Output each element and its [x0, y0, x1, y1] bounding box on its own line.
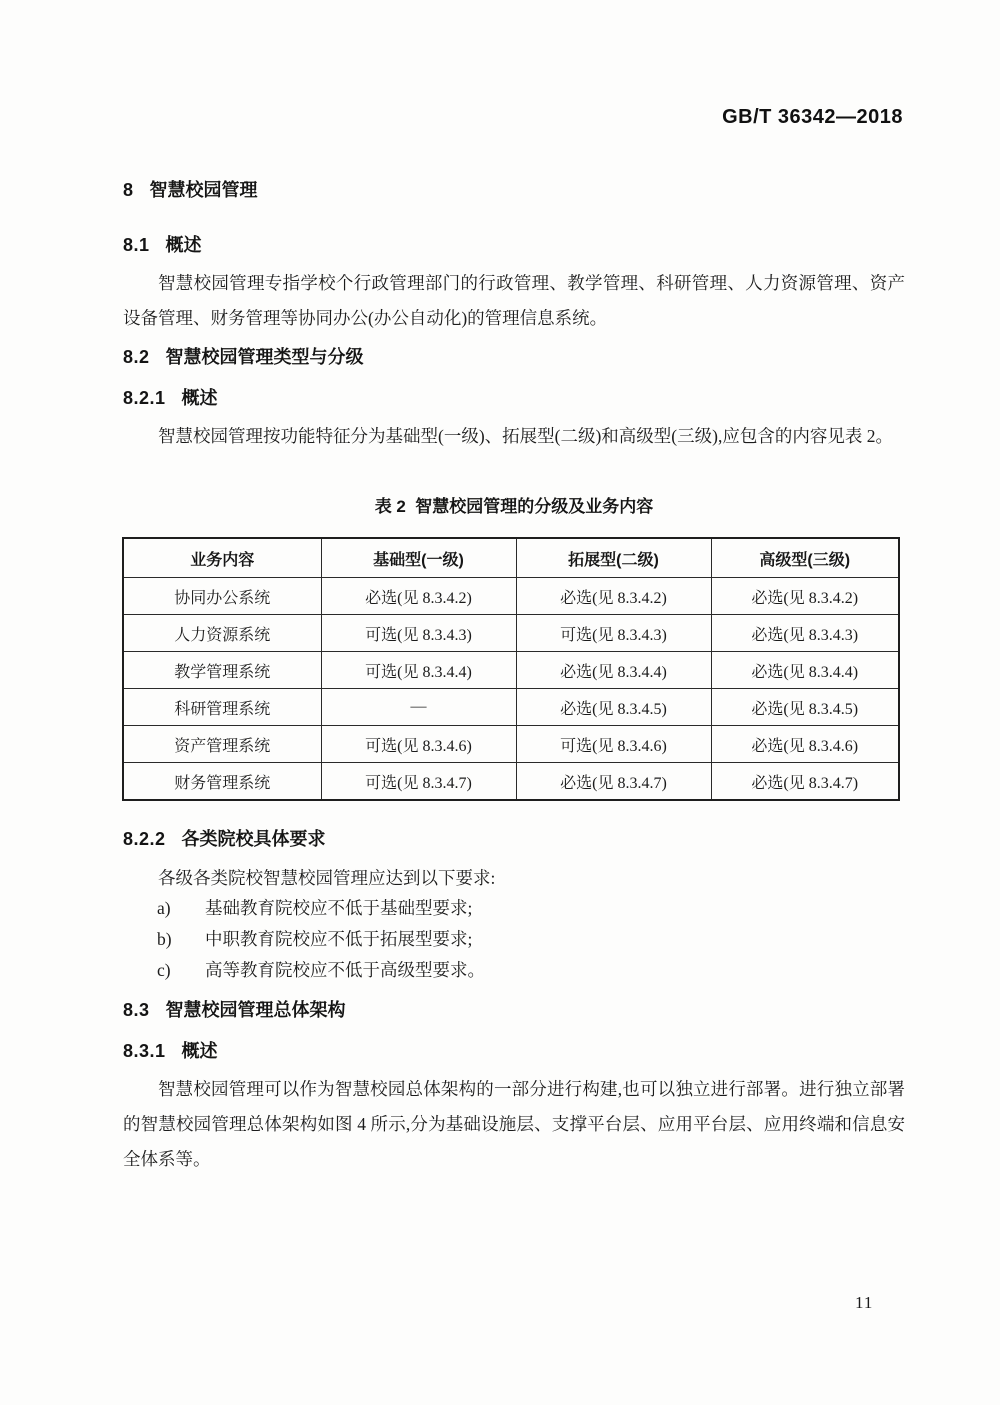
table-cell: 必选(见 8.3.4.7): [516, 763, 711, 801]
heading-number: 8.2.1: [123, 388, 166, 408]
list-item-text: 中职教育院校应不低于拓展型要求;: [205, 929, 473, 949]
heading-8-2: [123, 343, 364, 369]
heading-title: 概述: [181, 388, 218, 408]
table-cell: 财务管理系统: [123, 763, 321, 801]
table-header-cell: 业务内容: [123, 538, 321, 578]
table-cell: 必选(见 8.3.4.2): [711, 578, 899, 615]
heading-title: 智慧校园管理: [149, 180, 258, 200]
table-cell: 资产管理系统: [123, 726, 321, 763]
table-header-cell: 拓展型(二级): [516, 538, 711, 578]
table-row: [123, 578, 899, 615]
heading-8-2-1: [123, 384, 218, 410]
table-cell: 必选(见 8.3.4.2): [516, 578, 711, 615]
heading-number: 8: [123, 180, 134, 200]
heading-title: 概述: [181, 1041, 218, 1061]
heading-title: 各类院校具体要求: [181, 829, 326, 849]
table-cell: 协同办公系统: [123, 578, 321, 615]
table-caption: 表 2 智慧校园管理的分级及业务内容: [374, 497, 654, 516]
heading-8-2-2: [123, 825, 326, 851]
table-row: [123, 763, 899, 801]
table-cell: 必选(见 8.3.4.4): [711, 652, 899, 689]
heading-8-3-1: [123, 1037, 218, 1063]
table-cell: 必选(见 8.3.4.2): [321, 578, 516, 615]
table-cell: —: [321, 689, 516, 726]
table-cell: 可选(见 8.3.4.6): [516, 726, 711, 763]
list-item-text: 高等教育院校应不低于高级型要求。: [205, 960, 485, 980]
table-2: [122, 537, 900, 801]
paragraph-8-1: 智慧校园管理专指学校个行政管理部门的行政管理、教学管理、科研管理、人力资源管理、资产设备管理、财务管理等协同办公(办公自动化)的管理信息系统。: [123, 273, 905, 328]
table-cell: 可选(见 8.3.4.6): [321, 726, 516, 763]
table-cell: 必选(见 8.3.4.5): [711, 689, 899, 726]
list-item-c: [157, 955, 897, 986]
list-item-label: c): [157, 960, 171, 980]
heading-8-3: [123, 996, 346, 1022]
table-cell: 必选(见 8.3.4.4): [516, 652, 711, 689]
paragraph-8-2-1: 智慧校园管理按功能特征分为基础型(一级)、拓展型(二级)和高级型(三级),应包含的内容见表 2。: [158, 426, 893, 446]
heading-8-1: [123, 231, 202, 257]
table-header-row: [123, 538, 899, 578]
list-item-text: 基础教育院校应不低于基础型要求;: [205, 898, 473, 918]
heading-title: 智慧校园管理总体架构: [165, 1000, 346, 1020]
heading-number: 8.3.1: [123, 1041, 166, 1061]
page-number: 11: [855, 1293, 874, 1312]
table-cell: 必选(见 8.3.4.6): [711, 726, 899, 763]
table-row: [123, 652, 899, 689]
heading-title: 智慧校园管理类型与分级: [165, 347, 364, 367]
heading-number: 8.2.2: [123, 829, 166, 849]
table-cell: 必选(见 8.3.4.3): [711, 615, 899, 652]
table-cell: 必选(见 8.3.4.5): [516, 689, 711, 726]
paragraph-8-3-1: 智慧校园管理可以作为智慧校园总体架构的一部分进行构建,也可以独立进行部署。进行独立部署的智慧校园管理总体架构如图 4 所示,分为基础设施层、支撑平台层、应用平台层、应用终端和信息安全体系等。: [123, 1079, 905, 1169]
standard-code: GB/T 36342—2018: [722, 106, 903, 128]
list-item-b: [157, 924, 897, 955]
table-cell: 科研管理系统: [123, 689, 321, 726]
list-item-label: a): [157, 898, 171, 918]
table-cell: 可选(见 8.3.4.3): [321, 615, 516, 652]
list-item-a: [157, 893, 897, 924]
heading-number: 8.2: [123, 347, 150, 367]
requirements-list: [157, 893, 897, 986]
table-cell: 必选(见 8.3.4.7): [711, 763, 899, 801]
list-item-label: b): [157, 929, 172, 949]
table-header-cell: 基础型(一级): [321, 538, 516, 578]
table-cell: 教学管理系统: [123, 652, 321, 689]
table-cell: 可选(见 8.3.4.3): [516, 615, 711, 652]
list-intro: 各级各类院校智慧校园管理应达到以下要求:: [158, 868, 496, 888]
table-row: [123, 615, 899, 652]
table-cell: 可选(见 8.3.4.4): [321, 652, 516, 689]
heading-number: 8.3: [123, 1000, 150, 1020]
table-cell: 人力资源系统: [123, 615, 321, 652]
heading-number: 8.1: [123, 235, 150, 255]
table-header-cell: 高级型(三级): [711, 538, 899, 578]
table-row: [123, 689, 899, 726]
heading-8: [123, 176, 258, 202]
table-cell: 可选(见 8.3.4.7): [321, 763, 516, 801]
heading-title: 概述: [165, 235, 202, 255]
table-row: [123, 726, 899, 763]
